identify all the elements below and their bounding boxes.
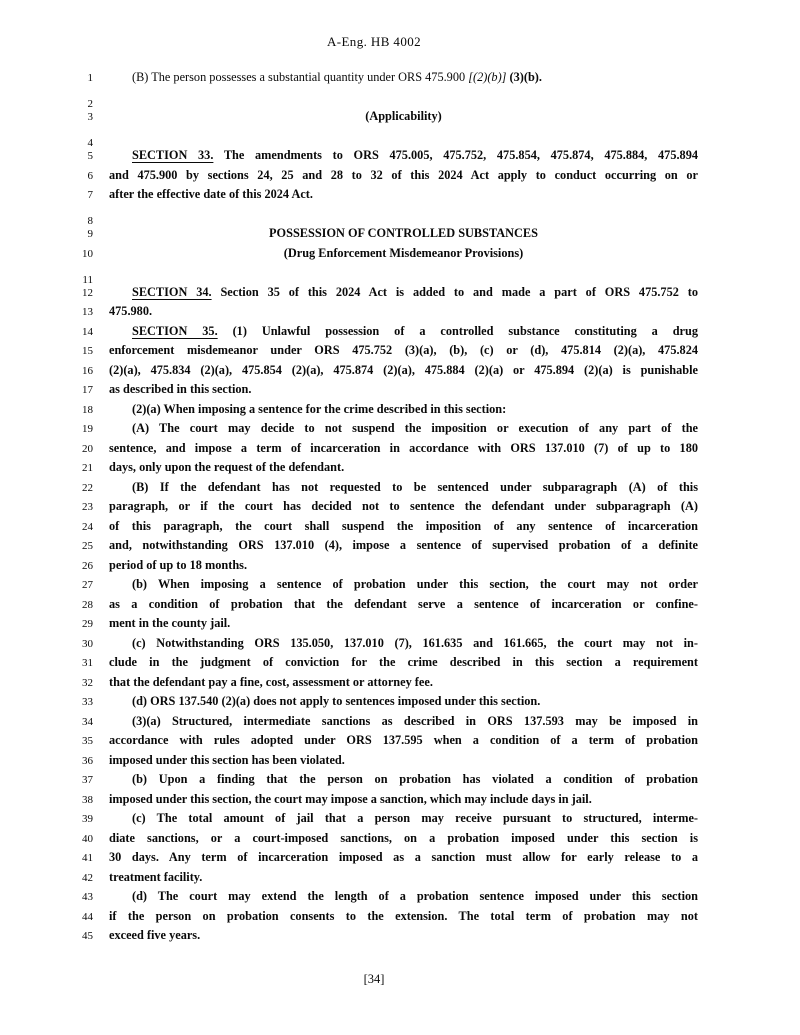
line-number: 4 [87, 137, 93, 149]
line-text [109, 673, 698, 693]
document-line [0, 322, 698, 342]
text-segment: (c) Notwithstanding ORS 135.050, 137.010 (7), 161.635 and 161.665, the court may not in- [132, 635, 698, 650]
document-line [0, 458, 698, 478]
line-text [109, 341, 698, 361]
document-line [0, 400, 698, 420]
document-header-title: A-Eng. HB 4002 [326, 34, 422, 49]
document-line [0, 809, 698, 829]
line-text [109, 848, 698, 868]
line-number: 10 [82, 247, 93, 260]
line-text [109, 556, 698, 576]
document-line [0, 244, 698, 264]
line-number: 1 [87, 72, 93, 84]
text-segment: 30 days. Any term of incarceration imposed as a sanction must allow for early release to a [109, 850, 698, 864]
text-segment: (3)(b) [509, 70, 539, 84]
line-number: 6 [87, 169, 93, 182]
text-segment: that the defendant pay a fine, cost, assessment or attorney fee. [109, 674, 433, 689]
text-segment: and 475.900 by sections 24, 25 and 28 to 32 of this 2024 Act apply to conduct occurring on or [109, 167, 698, 182]
text-lines [0, 68, 698, 946]
document-line [0, 653, 698, 673]
line-text [109, 809, 698, 829]
text-segment: and, notwithstanding ORS 137.010 (4), impose a sentence of supervised probation of a definite [109, 538, 698, 552]
text-segment: enforcement misdemeanor under ORS 475.752 (3)(a), (b), (c) or (d), 475.814 (2)(a), 475.824 [109, 343, 698, 357]
line-number: 28 [82, 598, 93, 611]
text-segment: ment in the county jail. [109, 616, 231, 630]
document-line [0, 205, 698, 225]
line-text [109, 868, 698, 888]
text-segment: (d) ORS 137.540 (2)(a) does not apply to sentences imposed under this section. [132, 694, 541, 708]
document-line [0, 419, 698, 439]
line-text [109, 107, 698, 127]
text-segment: SECTION 34. [132, 284, 212, 299]
line-number: 44 [82, 910, 93, 923]
document-line [0, 88, 698, 108]
line-text [109, 595, 698, 615]
line-number: 39 [82, 813, 93, 825]
text-segment: (1) Unlawful possession of a controlled substance constituting a drug [217, 323, 698, 338]
text-segment: (A) The court may decide to not suspend the imposition or execution of any part of the [132, 421, 698, 435]
text-segment: SECTION 35. [132, 323, 218, 338]
text-segment: [(2)(b)] [468, 70, 507, 84]
line-text [109, 127, 698, 147]
line-text [109, 536, 698, 556]
line-text [109, 419, 698, 439]
line-number: 19 [82, 423, 93, 435]
line-number: 35 [82, 735, 93, 747]
line-number: 3 [87, 111, 93, 123]
line-text [109, 146, 698, 166]
document-line [0, 614, 698, 634]
line-text [109, 283, 698, 303]
text-segment: (2)(a), 475.834 (2)(a), 475.854 (2)(a), 475.874 (2)(a), 475.884 (2)(a) or 475.894 (2)(a) is punishable [109, 362, 698, 377]
document-line [0, 478, 698, 498]
line-text [109, 926, 698, 946]
document-line [0, 556, 698, 576]
text-segment: imposed under this section has been violated. [109, 752, 345, 767]
text-segment: after the effective date of this 2024 Act. [109, 187, 313, 201]
line-number: 23 [82, 501, 93, 513]
line-text [109, 244, 698, 264]
document-line [0, 907, 698, 927]
line-text [109, 68, 698, 88]
line-number: 24 [82, 520, 93, 533]
document-line [0, 692, 698, 712]
text-segment: (b) When imposing a sentence of probation under this section, the court may not order [132, 577, 698, 591]
text-segment: (2)(a) When imposing a sentence for the crime described in this section: [132, 401, 507, 416]
line-number: 31 [82, 657, 93, 669]
line-text [109, 88, 698, 108]
line-number: 34 [82, 715, 93, 728]
document-line [0, 575, 698, 595]
document-line [0, 185, 698, 205]
line-text [109, 751, 698, 771]
line-text [109, 224, 698, 244]
text-segment: (b) Upon a finding that the person on probation has violated a condition of probation [132, 772, 698, 786]
line-number: 12 [82, 286, 93, 299]
line-text [109, 692, 698, 712]
line-number: 2 [87, 98, 93, 110]
line-text [109, 478, 698, 498]
line-text [109, 166, 698, 186]
line-text [109, 887, 698, 907]
line-number: 32 [82, 676, 93, 689]
line-text [109, 263, 698, 283]
text-segment: sentence, and impose a term of incarceration in accordance with ORS 137.010 (7) of up to 180 [109, 440, 698, 455]
text-segment: as a condition of probation that the defendant serve a sentence of incarceration or confine- [109, 596, 698, 611]
line-text [109, 400, 698, 420]
line-text [109, 380, 698, 400]
text-segment: diate sanctions, or a court-imposed sanctions, on a probation imposed under this section is [109, 830, 698, 845]
document-line [0, 283, 698, 303]
document-line [0, 127, 698, 147]
text-segment: (B) The person possesses a substantial quantity under ORS 475.900 [132, 70, 469, 84]
line-text [109, 770, 698, 790]
line-text [109, 712, 698, 732]
document-line [0, 68, 698, 88]
text-segment: treatment facility. [109, 869, 203, 884]
text-segment: of this paragraph, the court shall suspend the imposition of any sentence of incarceration [109, 518, 698, 533]
line-text [109, 497, 698, 517]
document-line [0, 731, 698, 751]
text-segment: (Applicability) [365, 109, 442, 123]
document-line [0, 868, 698, 888]
text-segment: exceed five years. [109, 928, 201, 942]
line-text [109, 907, 698, 927]
text-segment: (Drug Enforcement Misdemeanor Provisions) [283, 245, 524, 260]
text-segment: days, only upon the request of the defendant. [109, 460, 345, 474]
line-text [109, 575, 698, 595]
text-segment: imposed under this section, the court may impose a sanction, which may include days in jail. [109, 791, 592, 806]
line-number: 30 [82, 637, 93, 650]
text-segment: . [538, 70, 542, 84]
line-text [109, 614, 698, 634]
line-number: 40 [82, 832, 93, 845]
document-line [0, 887, 698, 907]
line-number: 38 [82, 793, 93, 806]
text-segment: period of up to 18 months. [109, 557, 248, 572]
line-text [109, 205, 698, 225]
line-text [109, 439, 698, 459]
line-number: 14 [82, 325, 93, 338]
line-text [109, 731, 698, 751]
line-number: 41 [82, 852, 93, 864]
line-number: 26 [82, 559, 93, 572]
document-line [0, 380, 698, 400]
document-line [0, 673, 698, 693]
document-line [0, 166, 698, 186]
line-number: 16 [82, 364, 93, 377]
line-number: 20 [82, 442, 93, 455]
document-line [0, 595, 698, 615]
document-line [0, 712, 698, 732]
document-line [0, 829, 698, 849]
line-number: 27 [82, 579, 93, 591]
line-number: 29 [82, 618, 93, 630]
text-segment: 475.980. [109, 304, 153, 318]
document-line [0, 302, 698, 322]
document-line [0, 536, 698, 556]
line-text [109, 517, 698, 537]
line-number: 42 [82, 871, 93, 884]
document-line [0, 751, 698, 771]
text-segment: paragraph, or if the court has decided not to sentence the defendant under subparagraph (A) [109, 499, 698, 513]
line-text [109, 361, 698, 381]
line-number: 33 [82, 696, 93, 708]
line-number: 7 [87, 189, 93, 201]
line-number: 18 [82, 403, 93, 416]
document-line [0, 224, 698, 244]
document-line [0, 848, 698, 868]
line-text [109, 458, 698, 478]
line-number: 17 [82, 384, 93, 396]
line-number: 15 [82, 345, 93, 357]
line-number: 45 [82, 930, 93, 942]
line-text [109, 634, 698, 654]
line-text [109, 790, 698, 810]
line-number: 13 [82, 306, 93, 318]
text-segment: as described in this section. [109, 382, 252, 396]
text-segment: POSSESSION OF CONTROLLED SUBSTANCES [269, 226, 538, 240]
page-number-footer: [34] [363, 972, 385, 986]
text-segment: if the person on probation consents to the extension. The total term of probation may not [109, 908, 698, 923]
line-text [109, 185, 698, 205]
line-number: 43 [82, 891, 93, 903]
document-line [0, 341, 698, 361]
line-text [109, 322, 698, 342]
text-segment: clude in the judgment of conviction for the crime described in this section a requirement [109, 655, 698, 669]
text-segment: The amendments to ORS 475.005, 475.752, 475.854, 475.874, 475.884, 475.894 [213, 148, 698, 162]
text-segment: (B) If the defendant has not requested to be sentenced under subparagraph (A) of this [132, 479, 698, 494]
line-number: 21 [82, 462, 93, 474]
document-line [0, 107, 698, 127]
line-number: 36 [82, 754, 93, 767]
line-number: 37 [82, 774, 93, 786]
document-line [0, 263, 698, 286]
document-line [0, 926, 698, 946]
document-line [0, 634, 698, 654]
document-line [0, 361, 698, 381]
document-line [0, 517, 698, 537]
line-number: 5 [87, 150, 93, 162]
line-text [109, 302, 698, 322]
line-number: 9 [87, 228, 93, 240]
document-line [0, 439, 698, 459]
line-number: 22 [82, 481, 93, 494]
line-text [109, 829, 698, 849]
line-number: 25 [82, 540, 93, 552]
text-segment: (d) The court may extend the length of a probation sentence imposed under this section [132, 889, 698, 903]
document-line [0, 497, 698, 517]
text-segment: (c) The total amount of jail that a person may receive pursuant to structured, interme- [132, 811, 698, 825]
text-segment: (3)(a) Structured, intermediate sanctions as described in ORS 137.593 may be imposed in [132, 713, 698, 728]
line-text [109, 653, 698, 673]
text-segment: SECTION 33. [132, 148, 214, 162]
text-segment: accordance with rules adopted under ORS 137.595 when a condition of a term of probation [109, 733, 698, 747]
document-line [0, 146, 698, 166]
text-segment: Section 35 of this 2024 Act is added to and made a part of ORS 475.752 to [211, 284, 698, 299]
line-number: 11 [82, 273, 93, 286]
document-line [0, 770, 698, 790]
line-number: 8 [87, 215, 93, 227]
document-line [0, 790, 698, 810]
